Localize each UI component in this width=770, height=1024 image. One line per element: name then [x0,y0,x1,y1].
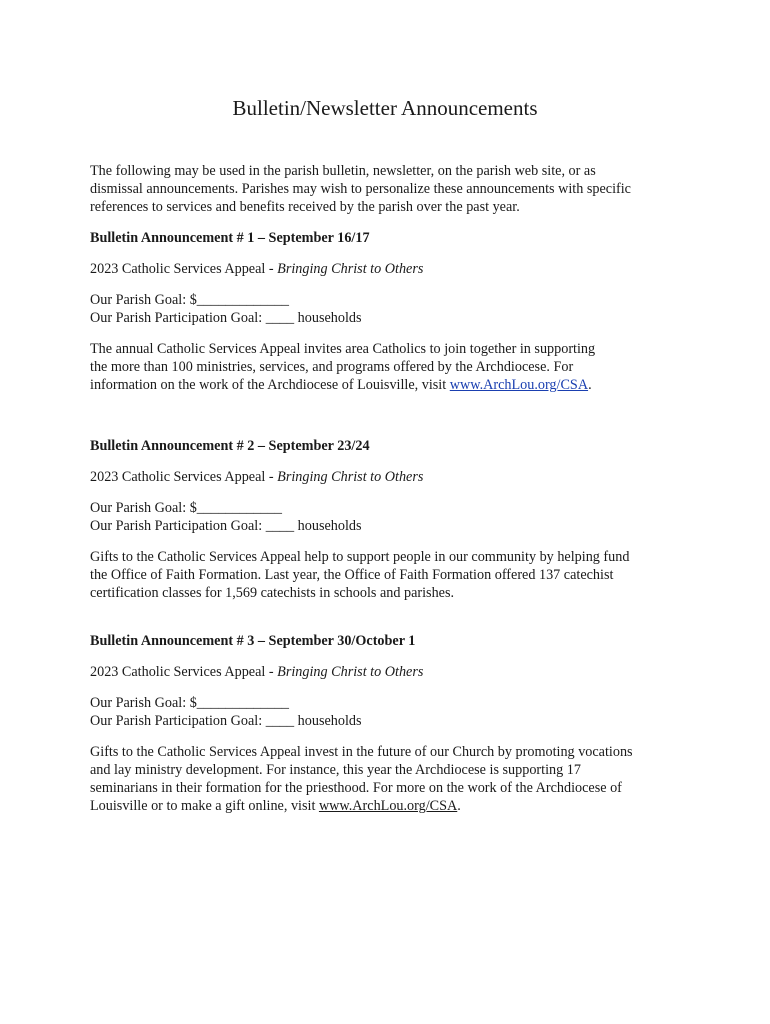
goals-block [90,694,690,730]
announcement-body: Gifts to the Catholic Services Appeal help to support people in our community by helping fund the Office of Faith Formation. Last year, the Office of Faith Formation offered 137 catechist certification classes for 1,569 catechists in schools and parishes. [90,549,630,601]
appeal-prefix: 2023 Catholic Services Appeal - [90,261,278,277]
announcement-2 [90,437,690,602]
section-spacer [90,602,690,632]
announcement-3 [90,632,690,815]
appeal-line [90,663,690,681]
announcement-heading: Bulletin Announcement # 3 – September 30/October 1 [90,633,416,649]
parish-goal-line: Our Parish Goal: $____________ [90,500,282,516]
parish-goal-line: Our Parish Goal: $_____________ [90,695,290,711]
appeal-line [90,468,690,486]
participation-goal-line: Our Parish Participation Goal: ____ households [90,310,362,326]
appeal-prefix: 2023 Catholic Services Appeal - [90,469,278,485]
announcement-body [90,743,690,815]
document-body [90,162,690,815]
announcement-body [90,340,690,394]
goals-block [90,499,690,535]
intro-paragraph: The following may be used in the parish bulletin, newsletter, on the parish web site, or as dismissal announcements. Parishes may wish to personalize these announcements with specific references to services and benefits received by the parish over the past year. [90,163,631,215]
body-text: The annual Catholic Services Appeal invites area Catholics to join together in supporting the more than 100 ministries, services, and programs offered by the Archdiocese. For information on the work of the Archdiocese of Louisville, visit [90,341,596,393]
appeal-prefix: 2023 Catholic Services Appeal - [90,664,278,680]
appeal-line [90,260,690,278]
announcement-heading: Bulletin Announcement # 2 – September 23/24 [90,438,370,454]
csa-link[interactable]: www.ArchLou.org/CSA [449,377,589,393]
csa-link[interactable]: www.ArchLou.org/CSA [318,798,458,814]
participation-goal-line: Our Parish Participation Goal: ____ households [90,713,362,729]
participation-goal-line: Our Parish Participation Goal: ____ households [90,518,362,534]
section-spacer [90,394,690,437]
goals-block [90,291,690,327]
body-text: Gifts to the Catholic Services Appeal invest in the future of our Church by promoting vocations and lay ministry development. For instance, this year the Archdiocese is supporting 17 seminarians in their formation for the priesthood. For more on the work of the Archdiocese of Louisville or to make a gift online, visit [90,744,633,814]
announcement-heading: Bulletin Announcement # 1 – September 16/17 [90,230,370,246]
parish-goal-line: Our Parish Goal: $_____________ [90,292,290,308]
document-title: Bulletin/Newsletter Announcements [232,96,538,120]
body-end: . [588,377,592,393]
body-end: . [457,798,461,814]
appeal-theme: Bringing Christ to Others [277,664,424,680]
appeal-theme: Bringing Christ to Others [277,469,424,485]
announcement-1 [90,229,690,394]
appeal-theme: Bringing Christ to Others [277,261,424,277]
